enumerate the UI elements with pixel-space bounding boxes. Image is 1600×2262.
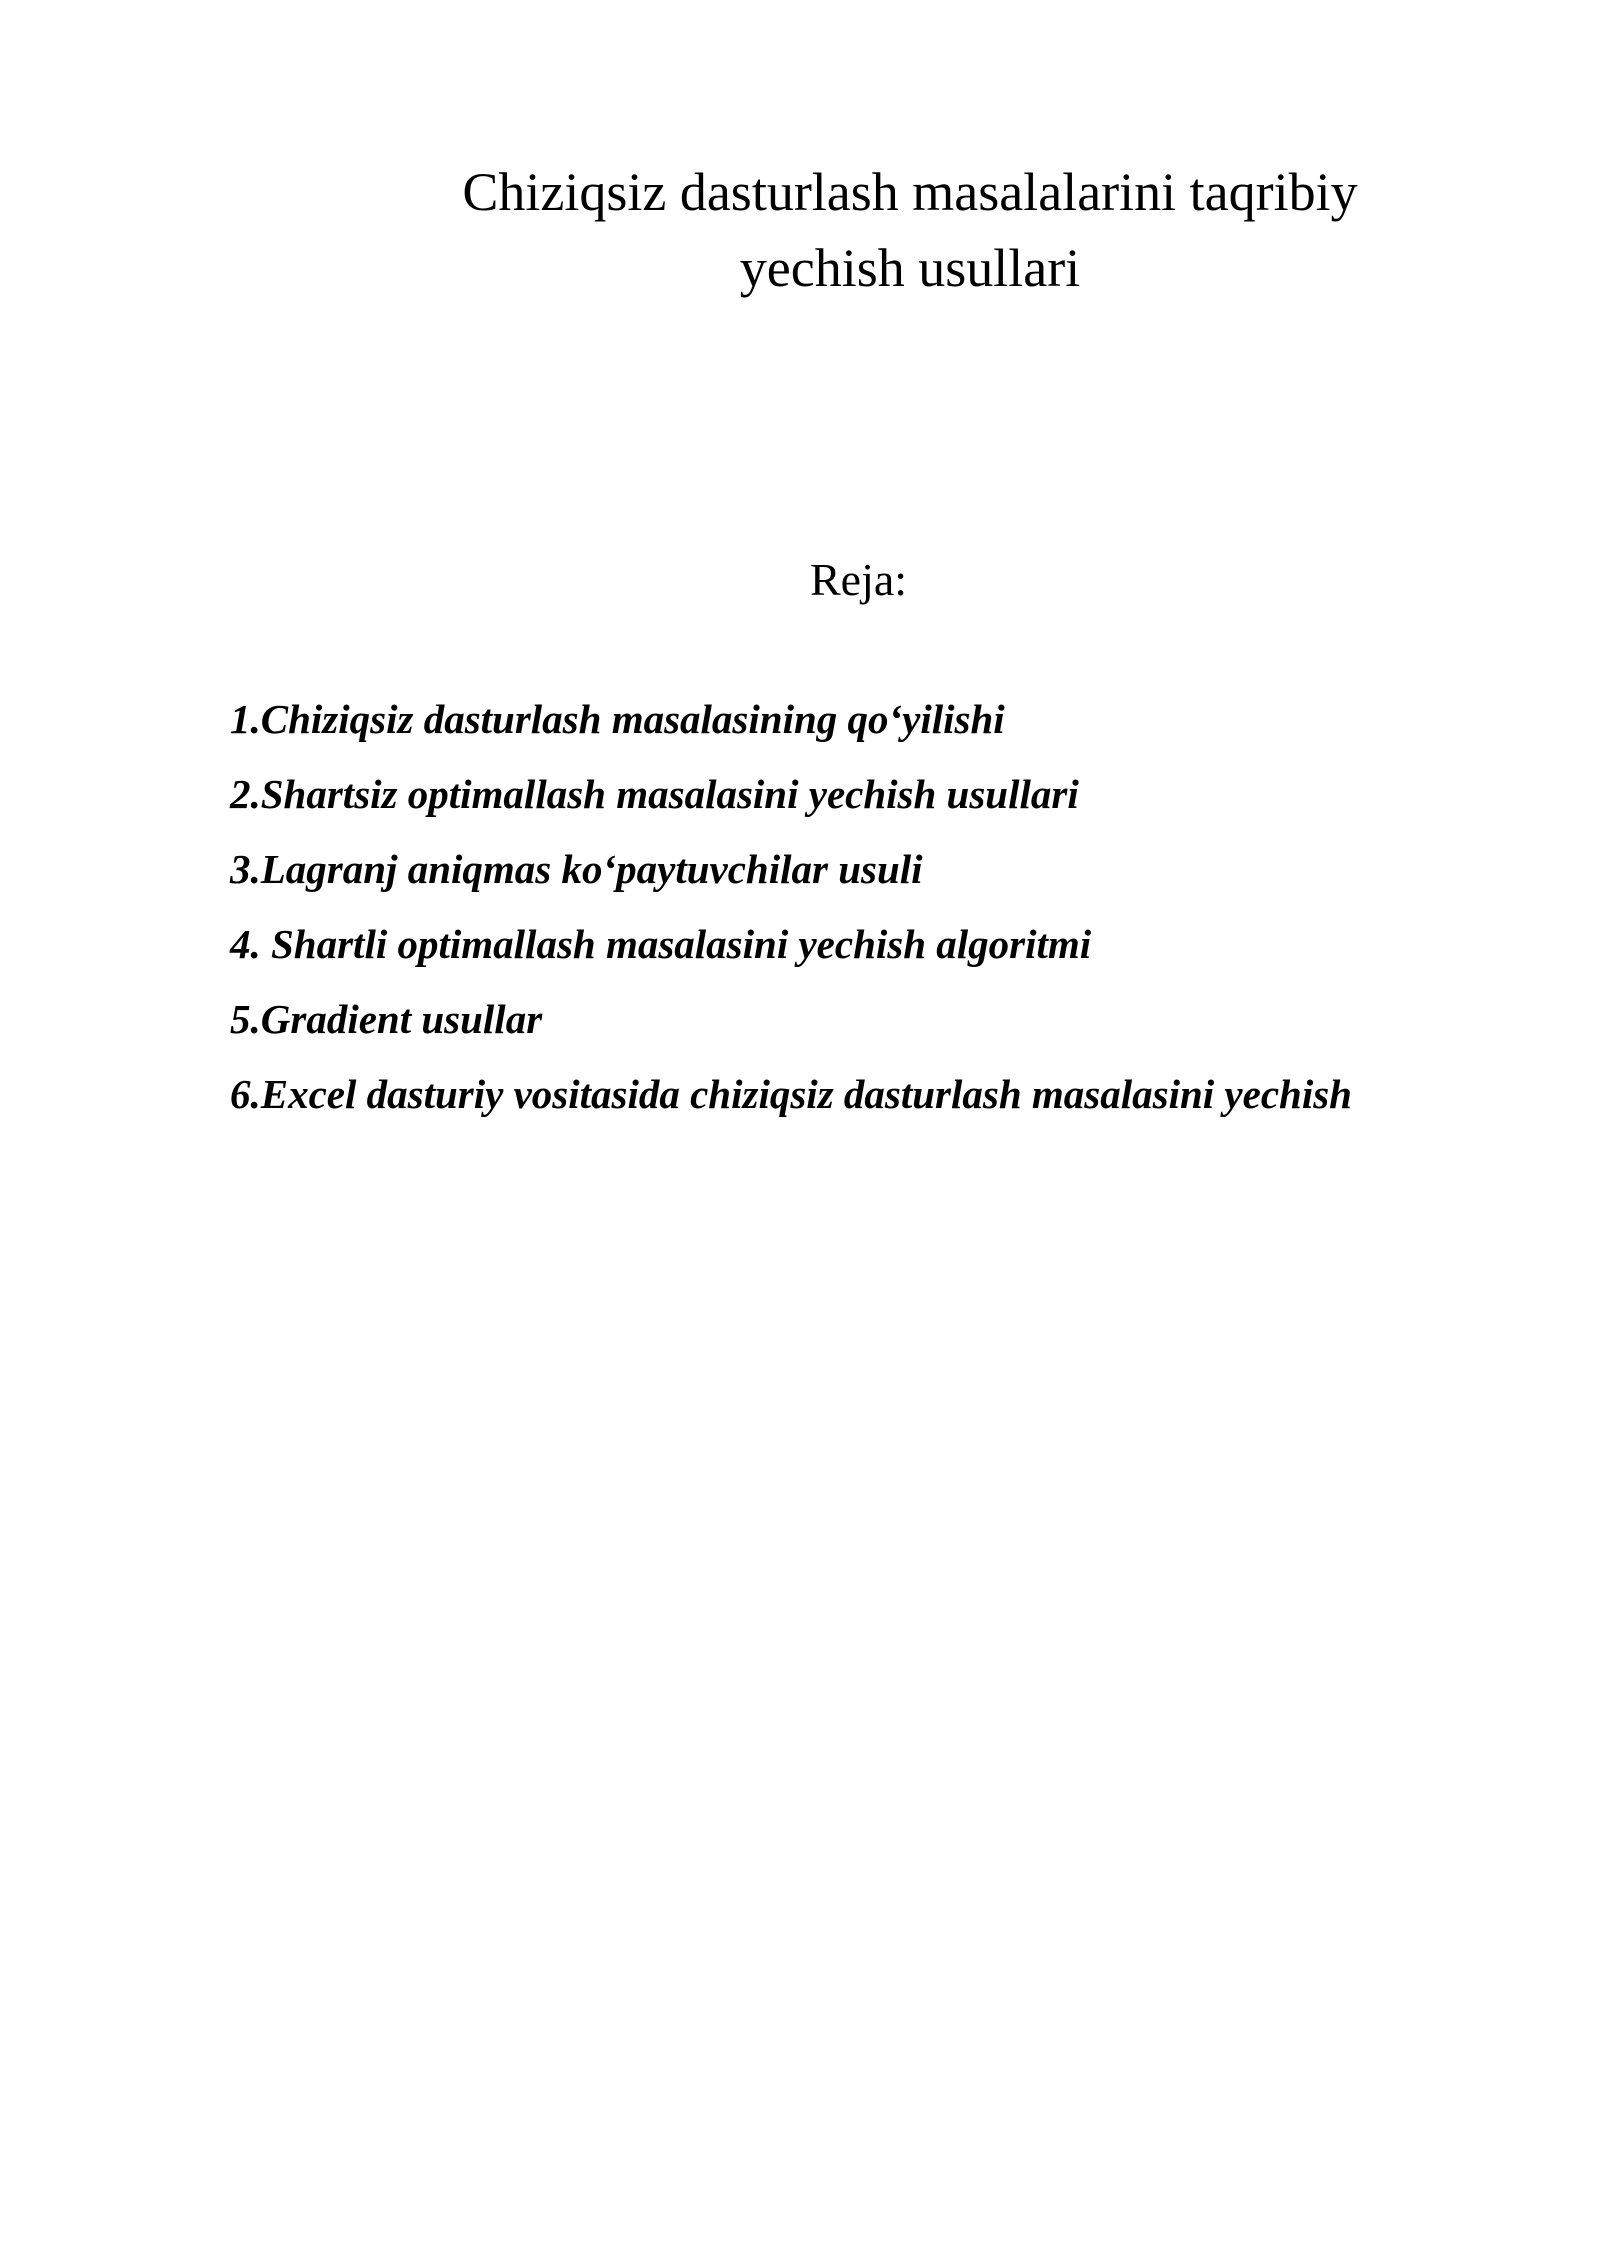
document-title: [380, 154, 1440, 306]
plan-list: [230, 694, 1550, 1144]
plan-heading: Reja:: [810, 554, 908, 605]
plan-item-1: 1.Chiziqsiz dasturlash masalasining qo‘yilishi: [230, 696, 1005, 742]
plan-item-6: 6.Excel dasturiy vositasida chiziqsiz dasturlash masalasini yechish: [230, 1071, 1352, 1117]
title-line-1: Chiziqsiz dasturlash masalalarini taqribiy: [462, 162, 1358, 222]
plan-item-4: 4. Shartli optimallash masalasini yechish algoritmi: [230, 921, 1092, 967]
plan-item-5: 5.Gradient usullar: [230, 996, 543, 1042]
title-line-2: yechish usullari: [739, 238, 1081, 298]
plan-item-2: 2.Shartsiz optimallash masalasini yechish usullari: [230, 771, 1079, 817]
plan-item-3: 3.Lagranj aniqmas ko‘paytuvchilar usuli: [230, 846, 923, 892]
